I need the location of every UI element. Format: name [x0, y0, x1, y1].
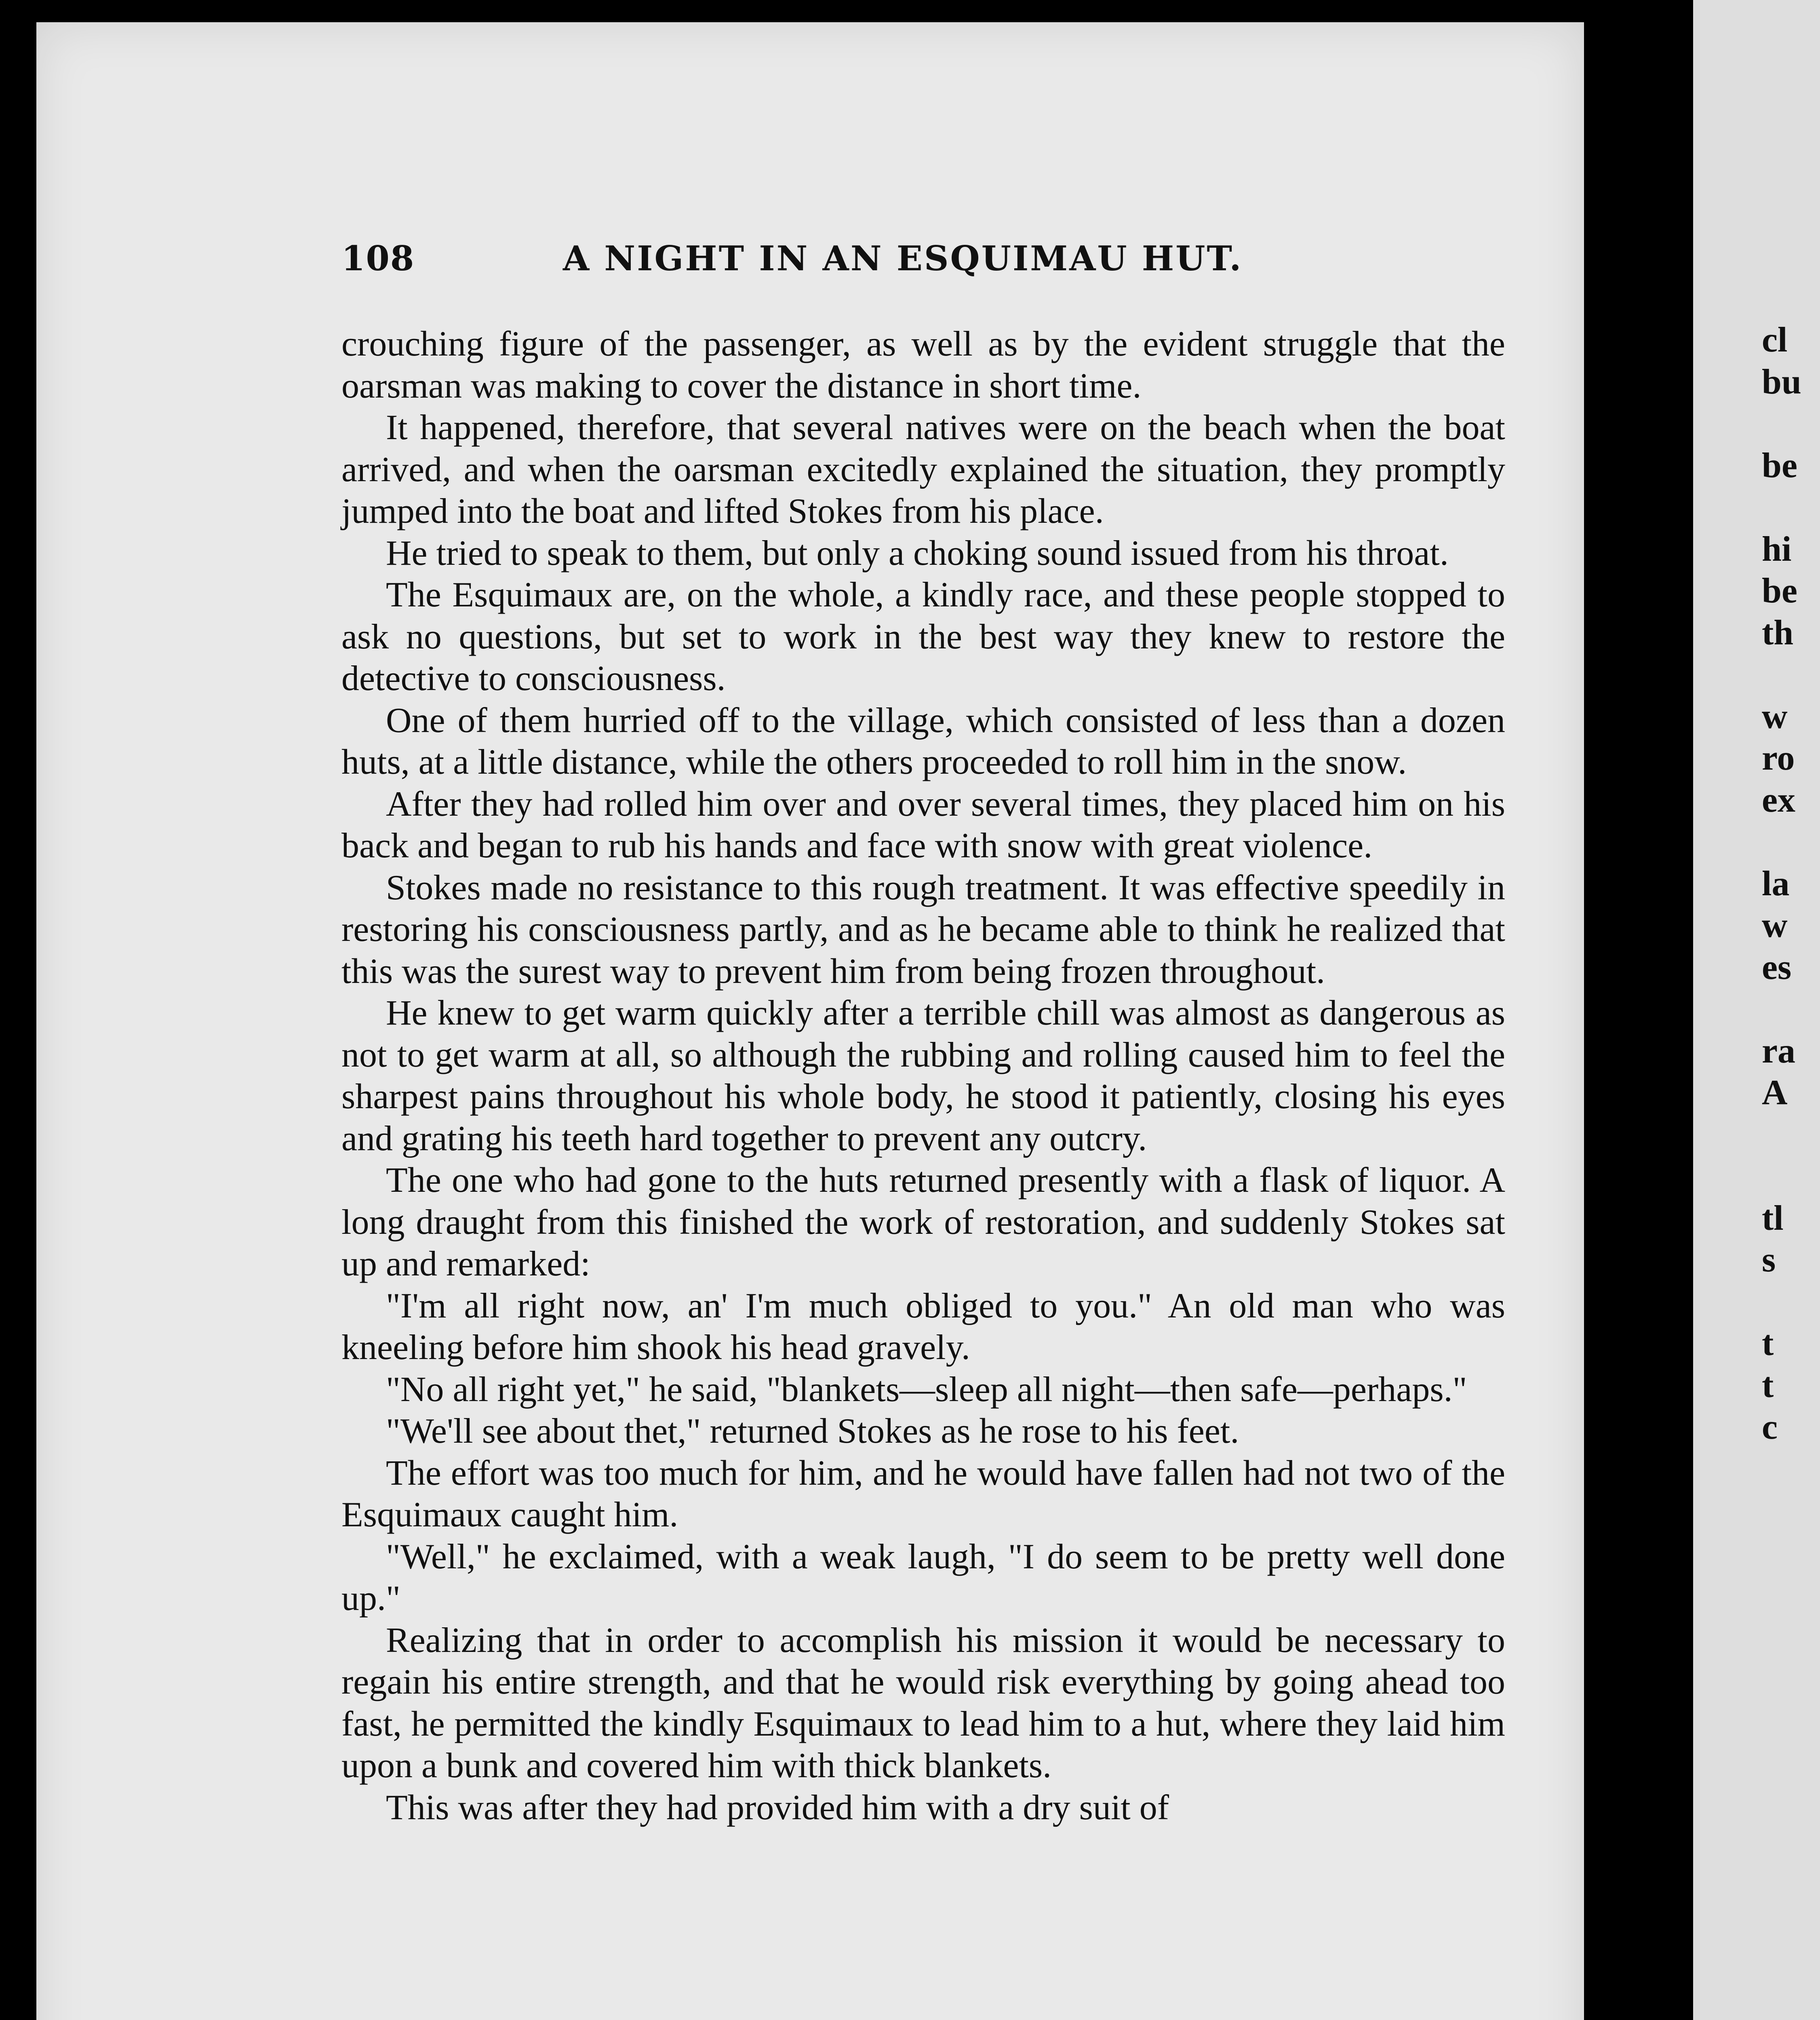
fragment	[1762, 654, 1820, 696]
body-text	[341, 323, 1505, 1829]
paragraph: The one who had gone to the huts returned presently with a flask of liquor. A long draught from this finished the work of restoration, and suddenly Stokes sat up and remarked:	[341, 1161, 1505, 1284]
fragment	[1762, 1155, 1820, 1197]
page-gutter-shadow	[1584, 0, 1693, 2020]
paragraph: Realizing that in order to accomplish his mission it would be necessary to regain his entire strength, and that he would risk everything by going ahead too fast, he permitted the kindly Esquimaux to lead him to a hut, where they laid him upon a bunk and covered him with thick blankets.	[341, 1620, 1505, 1785]
fragment: w	[1762, 696, 1788, 736]
fragment: be	[1762, 446, 1797, 485]
fragment: es	[1762, 947, 1792, 987]
running-head	[341, 238, 1513, 283]
fragment: t	[1762, 1324, 1774, 1363]
fragment: tl	[1762, 1198, 1784, 1238]
paragraph: The Esquimaux are, on the whole, a kindly race, and these people stopped to ask no questions, but set to work in the best way they knew to restore the detective to consciousness.	[341, 575, 1505, 698]
paragraph: It happened, therefore, that several natives were on the beach when the boat arrived, and when the oarsman excitedly explained the situation, they promptly jumped into the boat and lifted Stokes from his place.	[341, 408, 1505, 531]
fragment	[1762, 1281, 1820, 1323]
fragment: s	[1762, 1240, 1776, 1279]
paragraph: "Well," he exclaimed, with a weak laugh, "I do seem to be pretty well done up."	[341, 1537, 1505, 1618]
fragment: hi	[1762, 529, 1792, 569]
fragment	[1762, 988, 1820, 1030]
paragraph: One of them hurried off to the village, which consisted of less than a dozen huts, at a little distance, while the others proceeded to roll him in the snow.	[341, 701, 1505, 782]
paragraph: He tried to speak to them, but only a choking sound issued from his throat.	[386, 533, 1449, 573]
paragraph: crouching figure of the passenger, as well as by the evident struggle that the oarsman was making to cover the distance in short time.	[341, 324, 1505, 406]
fragment: c	[1762, 1408, 1778, 1447]
fragment: t	[1762, 1366, 1774, 1405]
fragment: cl	[1762, 320, 1788, 360]
fragment: ex	[1762, 780, 1796, 820]
fragment	[1762, 486, 1820, 528]
page-title: A NIGHT IN AN ESQUIMAU HUT.	[563, 238, 1243, 278]
paragraph: Stokes made no resistance to this rough treatment. It was effective speedily in restoring his consciousness partly, and as he became able to think he realized that this was the surest way to prevent him from being frozen throughout.	[341, 868, 1505, 991]
fragment	[1762, 821, 1820, 863]
adjacent-page-text-fragments	[1762, 319, 1820, 1448]
paragraph: "No all right yet," he said, "blankets—sleep all night—then safe—perhaps."	[386, 1370, 1467, 1409]
fragment: ro	[1762, 739, 1795, 778]
paragraph: This was after they had provided him with a dry suit of	[386, 1788, 1169, 1827]
fragment: th	[1762, 613, 1794, 652]
paragraph: "We'll see about thet," returned Stokes as he rose to his feet.	[386, 1412, 1239, 1451]
fragment: be	[1762, 571, 1797, 610]
fragment: ra	[1762, 1031, 1796, 1071]
paragraph: After they had rolled him over and over several times, they placed him on his back and began to rub his hands and face with snow with great violence.	[341, 784, 1505, 865]
fragment: bu	[1762, 362, 1801, 402]
paragraph: He knew to get warm quickly after a terrible chill was almost as dangerous as not to get warm at all, so although the rubbing and rolling caused him to feel the sharpest pains throughout his whole body, he stood it patiently, closing his eyes and grating his teeth hard together to prevent any outcry.	[341, 993, 1505, 1158]
paragraph: The effort was too much for him, and he would have fallen had not two of the Esquimaux caught him.	[341, 1453, 1505, 1534]
fragment: A	[1762, 1073, 1788, 1112]
fragment: w	[1762, 906, 1788, 945]
paragraph: "I'm all right now, an' I'm much obliged to you." An old man who was kneeling before him shook his head gravely.	[341, 1286, 1505, 1367]
page-number: 108	[341, 238, 415, 278]
fragment: la	[1762, 864, 1790, 903]
fragment	[1762, 403, 1820, 445]
fragment	[1762, 1114, 1820, 1156]
